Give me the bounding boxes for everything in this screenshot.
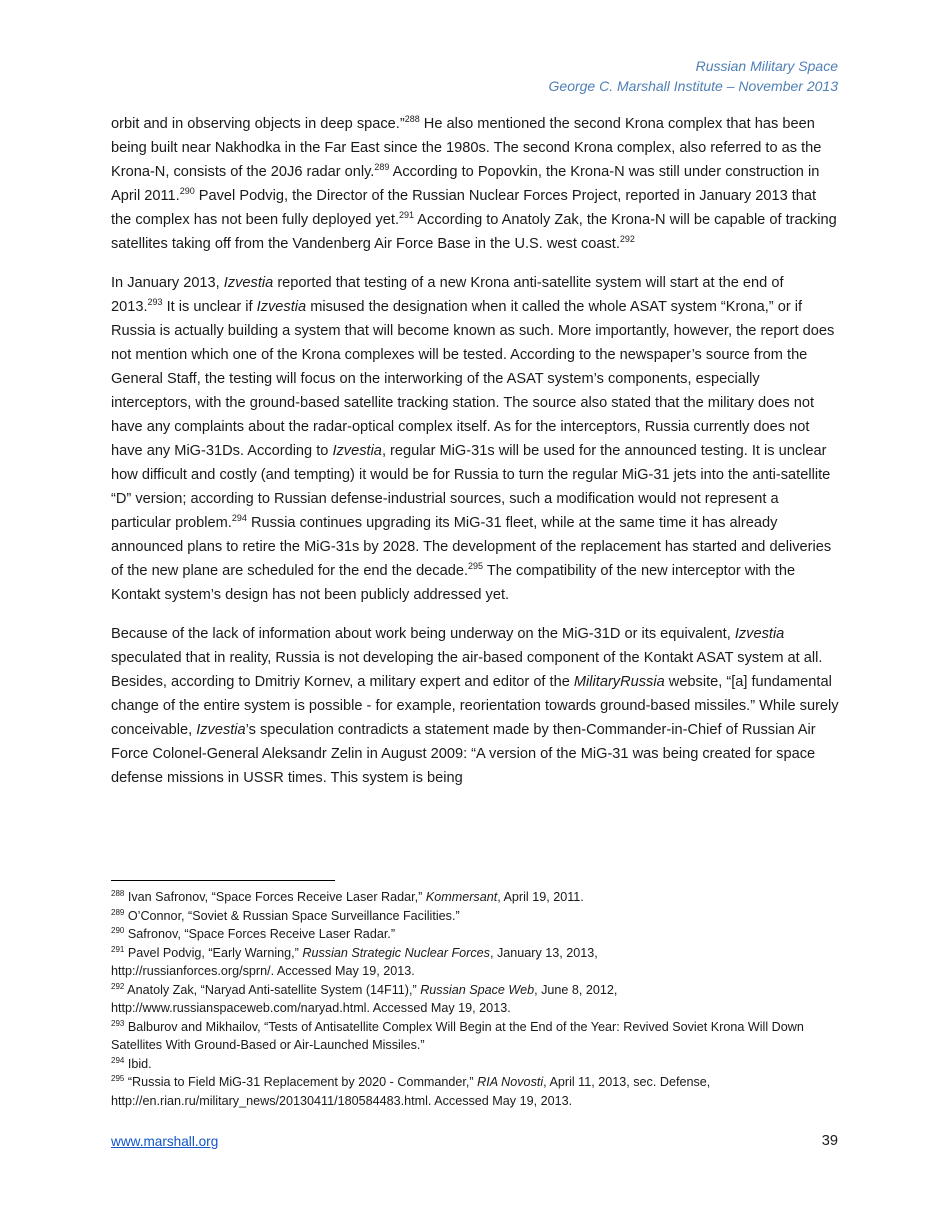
footnote: $^{289}$ O’Connor, “Soviet & Russian Space Surveillance Facilities.” bbox=[111, 907, 460, 923]
footnote-ref: 292 bbox=[111, 981, 125, 991]
italic-title: Izvestia bbox=[256, 299, 307, 315]
page-number: 39 bbox=[821, 1133, 838, 1149]
italic-title: Russian Strategic Nuclear Forces bbox=[302, 945, 490, 960]
footnote-ref: 288 bbox=[111, 889, 125, 898]
footnote-ref: 290 bbox=[111, 926, 125, 935]
footnote-divider bbox=[111, 880, 335, 881]
footnote-ref: 295 bbox=[111, 1074, 125, 1083]
italic-title: RIA Novosti bbox=[477, 1075, 544, 1089]
italic-title: Izvestia bbox=[734, 626, 785, 642]
italic-title: Izvestia bbox=[196, 722, 246, 738]
footnote: $^{293}$ Balburov and Mikhailov, “Tests of Antisatellite Complex Will Begin at the End of the Year: Revived Soviet Krona Will Down Satellites With Ground-Based or Air-Launched Missiles.” bbox=[111, 1018, 804, 1052]
italic-title: Izvestia bbox=[223, 275, 274, 291]
italic-title: Russian Space Web bbox=[420, 982, 535, 997]
header-subtitle: George C. Marshall Institute – November 2013 bbox=[548, 78, 838, 94]
footnote-ref: 289 bbox=[111, 907, 125, 917]
header-title: Russian Military Space bbox=[695, 58, 838, 74]
footnote: $^{291}$ Pavel Podvig, “Early Warning,” Russian Strategic Nuclear Forces, January 13, 2013, http://russianforces.org/sprn/. Accessed May 19, 2013. bbox=[111, 944, 598, 978]
footnote-ref: 294 bbox=[111, 1055, 125, 1065]
italic-title: Izvestia bbox=[332, 443, 382, 459]
footnote-ref: 292 bbox=[619, 234, 635, 244]
paragraph: orbit and in observing objects in deep space.”$^{288}$ He also mentioned the second Krona complex that has been being built near Nakhodka in the Far East since the 1980s. The second Krona complex, also referred to as the Krona-N, consists of the 20J6 radar only.$^{289}$ According to Popovkin, the Krona-N was still under construction in April 2011.$^{290}$ Pavel Podvig, the Director of the Russian Nuclear Forces Project, reported in January 2013 that the complex has not been fully deployed yet.$^{291}$ According to Anatoly Zak, the Krona-N will be capable of tracking satellites taking off from the Vandenberg Air Force Base in the U.S. west coast.$^{292}$ bbox=[111, 114, 837, 252]
running-header bbox=[549, 56, 838, 96]
footnote: $^{292}$ Anatoly Zak, “Naryad Anti-satellite System (14F11),” Russian Space Web, June 8, 2012, http://www.russianspaceweb.com/naryad.html. Accessed May 19, 2013. bbox=[111, 981, 618, 1015]
paragraph: Because of the lack of information about work being underway on the MiG-31D or its equivalent, Izvestia speculated that in reality, Russia is not developing the air-based component of the Kontakt ASAT system at all. Besides, according to Dmitriy Kornev, a military expert and editor of the MilitaryRussia website, “[a] fundamental change of the entire system is possible - for example, reorientation towards ground-based missiles.” While surely conceivable, Izvestia’s speculation contradicts a statement made by then-Commander-in-Chief of Russian Air Force Colonel-General Aleksandr Zelin in August 2009: “A version of the MiG-31 was being created for space defense missions in USSR times. This system is being bbox=[111, 626, 839, 786]
footnote: $^{288}$ Ivan Safronov, “Space Forces Receive Laser Radar,” Kommersant, April 19, 2011. bbox=[111, 889, 584, 904]
footnote-ref: 293 bbox=[147, 297, 163, 307]
body-text bbox=[111, 112, 839, 805]
paragraph: In January 2013, Izvestia reported that testing of a new Krona anti-satellite system will start at the end of 2013.$^{293}$ It is unclear if Izvestia misused the designation when it called the whole ASAT system “Krona,” or if Russia is actually building a system that will become known as such. More importantly, however, the report does not mention which one of the Krona complexes will be tested. According to the newspaper’s source from the General Staff, the testing will focus on the interworking of the ASAT system’s components, especially interceptors, with the ground-based satellite tracking station. The source also stated that the military does not have any complaints about the radar-optical complex itself. As for the interceptors, Russia currently does not have any MiG-31Ds. According to Izvestia, regular MiG-31s will be used for the announced testing. It is unclear how difficult and costly (and tempting) it would be for Russia to turn the regular MiG-31 jets into the anti-satellite “D” version; according to Russian defense-industrial sources, such a modification would not represent a particular problem.$^{294}$ Russia continues upgrading its MiG-31 fleet, while at the same time it has already announced plans to retire the MiG-31s by 2028. The development of the replacement has started and deliveries of the new plane are scheduled for the end the decade.$^{295}$ The compatibility of the new interceptor with the Kontakt system’s design has not been publicly addressed yet. bbox=[111, 275, 835, 603]
footnote-ref: 294 bbox=[231, 513, 247, 523]
footnote-ref: 291 bbox=[399, 210, 415, 220]
footnote: $^{294}$ Ibid. bbox=[111, 1055, 152, 1071]
footnote-ref: 289 bbox=[374, 162, 390, 172]
italic-title: Kommersant bbox=[425, 890, 498, 904]
footnote-ref: 288 bbox=[404, 114, 420, 124]
footnote-ref: 290 bbox=[179, 186, 195, 196]
footnote-ref: 291 bbox=[111, 944, 125, 954]
footnote: $^{290}$ Safronov, “Space Forces Receive Laser Radar.” bbox=[111, 926, 396, 941]
footnote: $^{295}$ “Russia to Field MiG-31 Replacement by 2020 - Commander,” RIA Novosti, April 11, 2013, sec. Defense, http://en.rian.ru/military_news/20130411/180584483.html. Accessed May 19, 2013. bbox=[111, 1074, 711, 1108]
website-link[interactable]: www.marshall.org bbox=[111, 1134, 219, 1149]
footnote-ref: 293 bbox=[111, 1018, 125, 1028]
footnotes bbox=[111, 888, 841, 1110]
italic-title: MilitaryRussia bbox=[573, 674, 665, 690]
footnote-ref: 295 bbox=[468, 561, 484, 571]
